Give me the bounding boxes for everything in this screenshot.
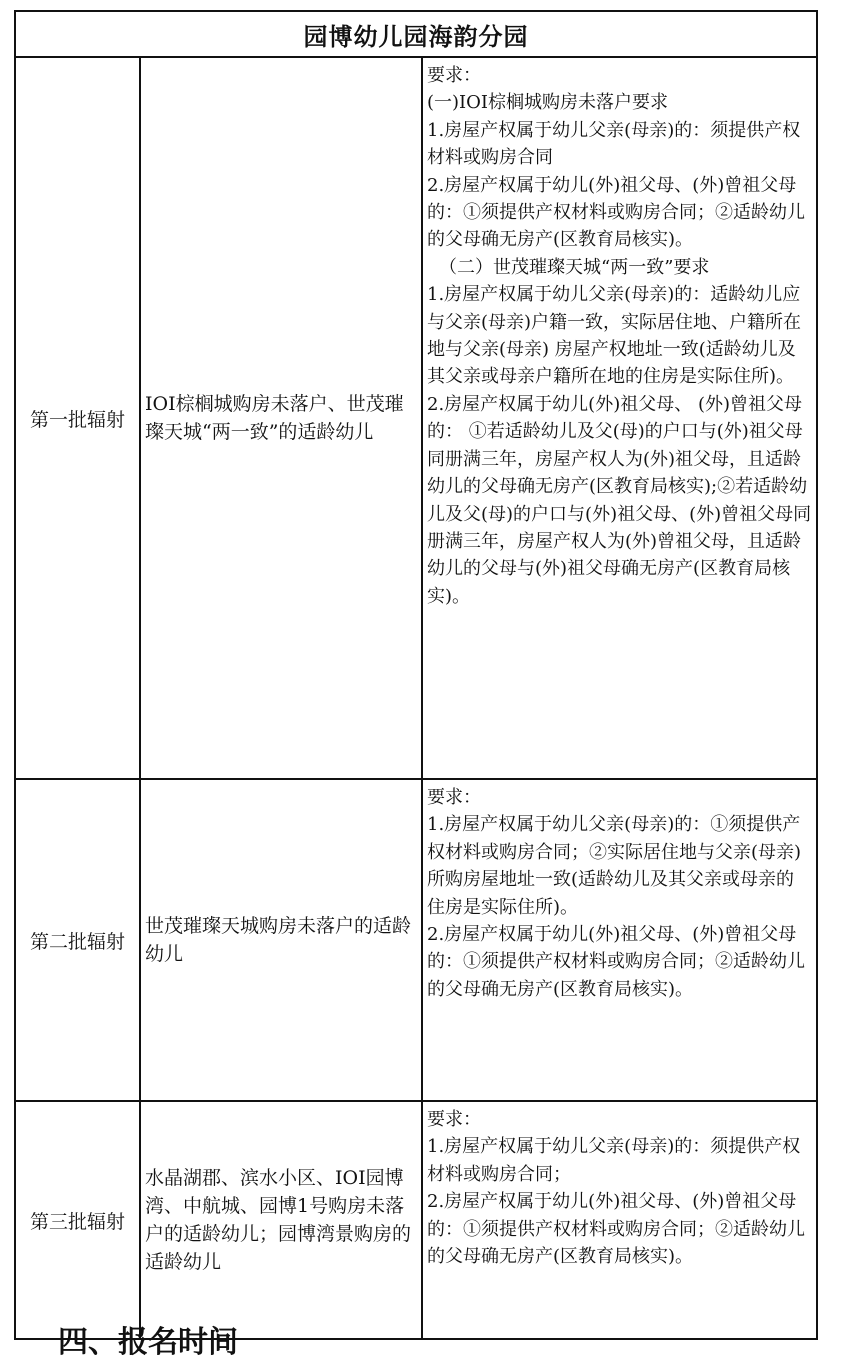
req-line: 要求： (427, 1109, 481, 1130)
table-row (16, 780, 816, 1102)
req-line: 1.房屋产权属于幼儿父亲(母亲)的：须提供产权材料或购房合同； (427, 1136, 801, 1185)
requirements-cell (423, 58, 816, 778)
requirements-cell (423, 1102, 816, 1338)
req-line: 1.房屋产权属于幼儿父亲(母亲)的：须提供产权材料或购房合同 (427, 119, 801, 169)
req-line: 1.房屋产权属于幼儿父亲(母亲)的：适龄幼儿应与父亲(母亲)户籍一致，实际居住地、户籍所在地与父亲(母亲) 房屋产权地址一致(适龄幼儿及其父亲或母亲户籍所在地的住房是实际住所)。 (427, 284, 802, 388)
batch-cell: 第三批辐射 (16, 1102, 141, 1338)
requirements-cell (423, 780, 816, 1100)
req-line: 2.房屋产权属于幼儿(外)祖父母、(外)曾祖父母的：①须提供产权材料或购房合同；②适龄幼儿的父母确无房产(区教育局核实)。 (427, 924, 805, 1000)
scope-cell: 世茂璀璨天城购房未落户的适龄幼儿 (141, 780, 423, 1100)
req-line: 2.房屋产权属于幼儿(外)祖父母、 (外)曾祖父母的： ①若适龄幼儿及父(母)的户口与(外)祖父母同册满三年，房屋产权人为(外)祖父母，且适龄幼儿的父母确无房产(区教育局核实);②若适龄幼儿及父(母)的户口与(外)祖父母、(外)曾祖父母同册满三年，房屋产权人为(外)曾祖父母，且适龄幼儿的父母与(外)祖父母确无房产(区教育局核实)。 (427, 393, 812, 607)
next-section-heading: 四、报名时间 (58, 1325, 238, 1360)
table-title: 园博幼儿园海韵分园 (16, 12, 816, 58)
batch-cell: 第一批辐射 (16, 58, 141, 778)
req-line: (一)IOI棕榈城购房未落户要求 (427, 92, 669, 114)
req-line: 要求： (427, 65, 481, 86)
req-line: （二）世茂璀璨天城“两一致”要求 (439, 256, 710, 278)
req-line: 2.房屋产权属于幼儿(外)祖父母、(外)曾祖父母的：①须提供产权材料或购房合同；②适龄幼儿的父母确无房产(区教育局核实)。 (427, 174, 805, 251)
batch-cell: 第二批辐射 (16, 780, 141, 1100)
table-row (16, 58, 816, 780)
req-line: 1.房屋产权属于幼儿父亲(母亲)的：①须提供产权材料或购房合同；②实际居住地与父亲(母亲) 所购房屋地址一致(适龄幼儿及其父亲或母亲的住房是实际住所)。 (427, 814, 802, 918)
req-line: 2.房屋产权属于幼儿(外)祖父母、(外)曾祖父母的：①须提供产权材料或购房合同；②适龄幼儿的父母确无房产(区教育局核实)。 (427, 1191, 805, 1268)
scope-cell: IOI棕榈城购房未落户、世茂璀璨天城“两一致”的适龄幼儿 (141, 58, 423, 778)
req-line: 要求： (427, 787, 481, 808)
scope-cell: 水晶湖郡、滨水小区、IOI园博湾、中航城、园博1号购房未落户的适龄幼儿；园博湾景购房的适龄幼儿 (141, 1102, 423, 1338)
